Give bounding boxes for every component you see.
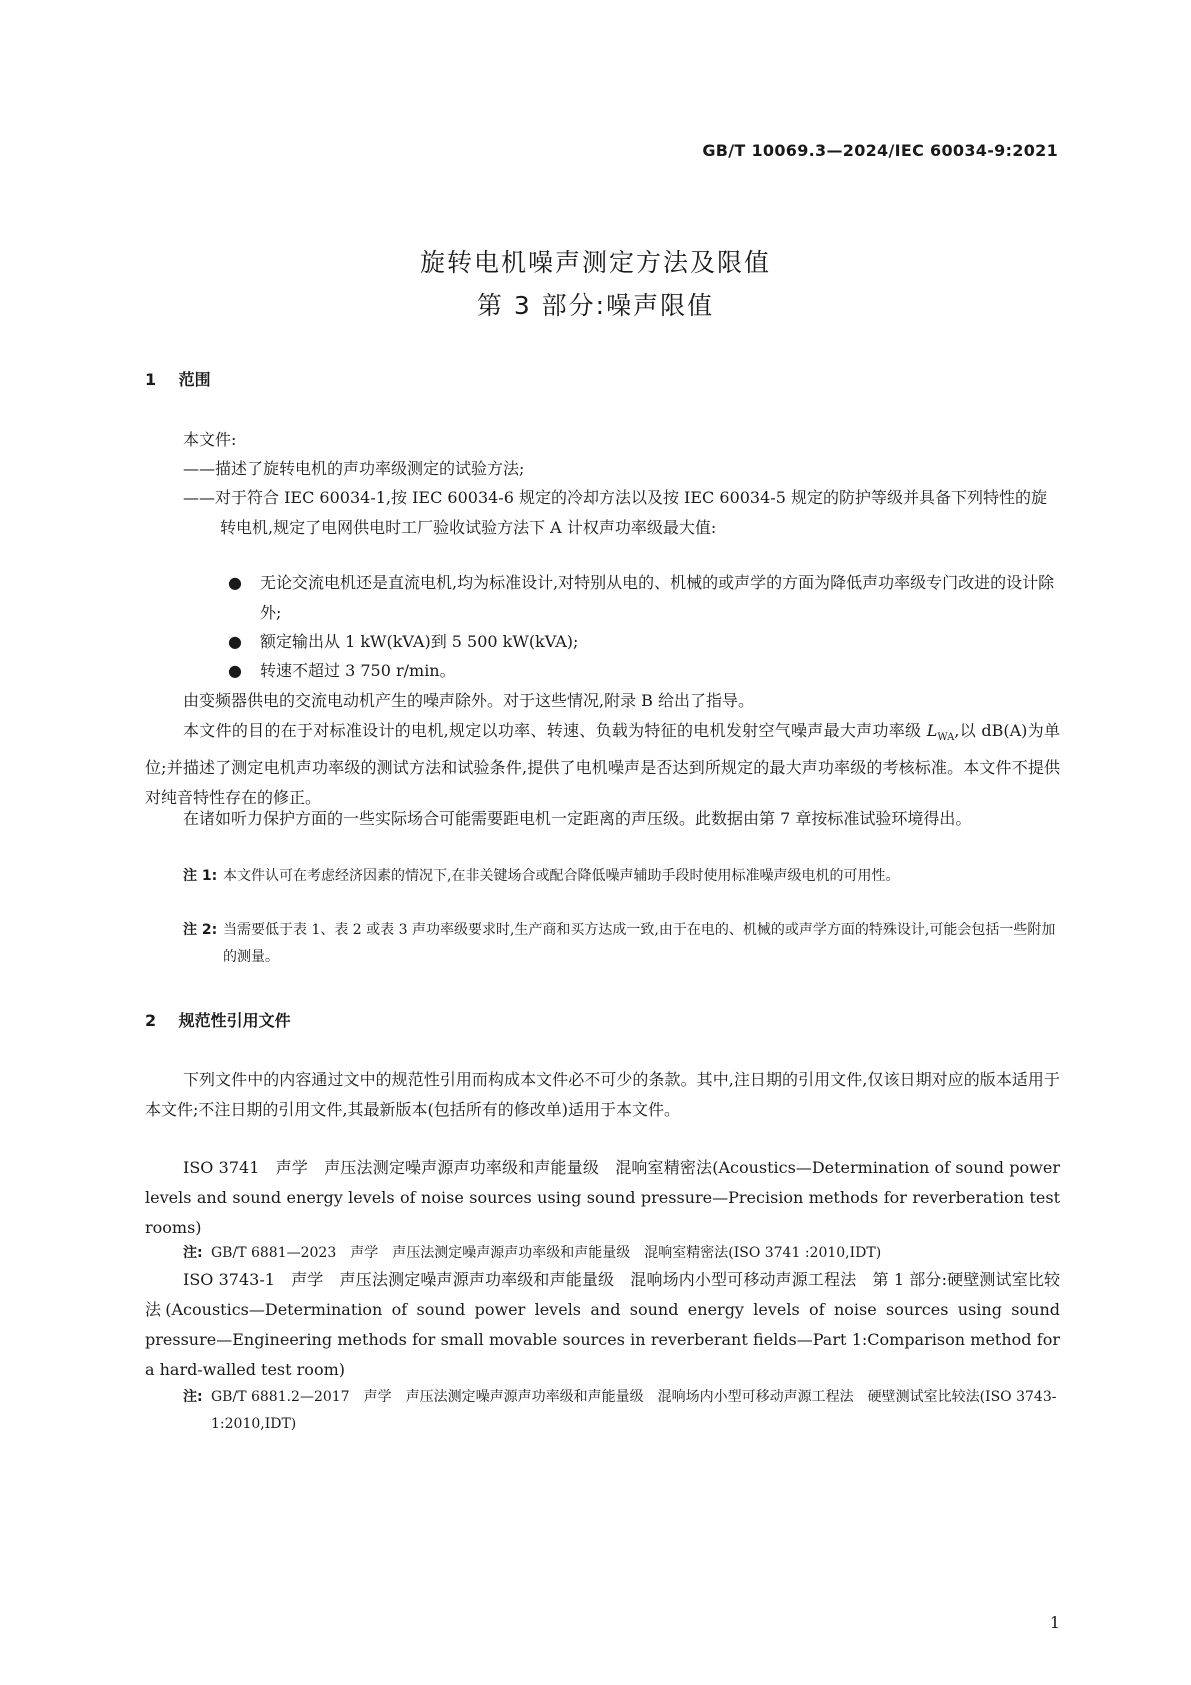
lwa-symbol: L — [926, 721, 938, 740]
scope-dash-item-2: ——对于符合 IEC 60034-1,按 IEC 60034-6 规定的冷却方法以及按 IEC 60034-5 规定的防护等级并具备下列特性的旋转电机,规定了电网供电时工厂验收试验方法下 A 计权声功率级最大值: — [183, 488, 1047, 537]
bullet-icon: ● — [228, 661, 242, 680]
note-1 — [183, 863, 1060, 890]
note-text: GB/T 6881.2—2017 声学 声压法测定噪声源声功率级和声能量级 混响场内小型可移动声源工程法 硬壁测试室比较法(ISO 3743-1:2010,IDT) — [211, 1389, 1057, 1432]
page-number: 1 — [1049, 1613, 1060, 1632]
reference-iso-3741: ISO 3741 声学 声压法测定噪声源声功率级和声能量级 混响室精密法(Acoustics—Determination of sound power levels and sound energy levels of noise sources using sound pressure—Precision methods for reverberation test rooms) — [145, 1158, 1060, 1237]
bullet-text: 转速不超过 3 750 r/min。 — [260, 661, 456, 680]
list-item — [220, 568, 1060, 628]
section-title: 范围 — [178, 370, 211, 389]
section-title: 规范性引用文件 — [178, 1011, 291, 1030]
bullet-text: 额定输出从 1 kW(kVA)到 5 500 kW(kVA); — [260, 632, 579, 651]
section-number: 1 — [145, 370, 157, 389]
section-number: 2 — [145, 1011, 157, 1030]
bullet-icon: ● — [228, 573, 242, 592]
purpose-text-a: 本文件的目的在于对标准设计的电机,规定以功率、转速、负载为特征的电机发射空气噪声最大声功率级 — [183, 721, 927, 740]
list-item — [220, 656, 1060, 686]
purpose-paragraph — [145, 716, 1060, 813]
note-label: 注 2: — [183, 922, 218, 938]
note-2 — [183, 917, 1060, 971]
purpose-text-b: ,以 dB(A)为单位;并描述了测定电机声功率级的测试方法和试验条件,提供了电机噪声是否达到所规定的最大声功率级的考核标准。本文件不提供对纯音特性存在的修正。 — [145, 721, 1060, 808]
bullet-text: 无论交流电机还是直流电机,均为标准设计,对特别从电的、机械的或声学的方面为降低声功率级专门改进的设计除外; — [260, 573, 1055, 622]
note-text: GB/T 6881—2023 声学 声压法测定噪声源声功率级和声能量级 混响室精密法(ISO 3741 :2010,IDT) — [211, 1245, 882, 1261]
note-label: 注: — [183, 1389, 203, 1405]
note-label: 注: — [183, 1245, 203, 1261]
reference-iso-3743-1: ISO 3743-1 声学 声压法测定噪声源声功率级和声能量级 混响场内小型可移动声源工程法 第 1 部分:硬壁测试室比较法(Acoustics—Determination of sound power levels and sound energy levels of noise sources using sound pressure—Engineering methods for small movable sources in reverberant fields—Part 1:Comparison method for a hard-walled test room) — [145, 1270, 1060, 1379]
bullet-icon: ● — [228, 632, 242, 651]
note-label: 注 1: — [183, 868, 218, 884]
document-title-line1: 旋转电机噪声测定方法及限值 — [419, 248, 771, 277]
reference-note-2 — [183, 1384, 1060, 1438]
section-1-heading — [145, 367, 211, 390]
list-item — [220, 627, 1060, 657]
practical-paragraph: 在诸如听力保护方面的一些实际场合可能需要距电机一定距离的声压级。此数据由第 7 章按标准试验环境得出。 — [183, 809, 972, 828]
scope-dash-item-1: ——描述了旋转电机的声功率级测定的试验方法; — [183, 459, 525, 478]
normative-intro-paragraph: 下列文件中的内容通过文中的规范性引用而构成本文件必不可少的条款。其中,注日期的引用文件,仅该日期对应的版本适用于本文件;不注日期的引用文件,其最新版本(包括所有的修改单)适用于本文件。 — [145, 1070, 1060, 1119]
exclusion-paragraph: 由变频器供电的交流电动机产生的噪声除外。对于这些情况,附录 B 给出了指导。 — [183, 691, 755, 710]
lwa-subscript: WA — [937, 732, 955, 744]
scope-intro: 本文件: — [183, 430, 237, 449]
standard-number-header: GB/T 10069.3—2024/IEC 60034-9:2021 — [702, 141, 1058, 160]
section-2-heading — [145, 1008, 291, 1031]
document-title-line2: 第 3 部分:噪声限值 — [476, 291, 715, 320]
reference-note-1 — [183, 1240, 1060, 1267]
note-text: 本文件认可在考虑经济因素的情况下,在非关键场合或配合降低噪声辅助手段时使用标准噪声级电机的可用性。 — [223, 868, 900, 884]
note-text: 当需要低于表 1、表 2 或表 3 声功率级要求时,生产商和买方达成一致,由于在电的、机械的或声学方面的特殊设计,可能会包括一些附加的测量。 — [223, 922, 1056, 965]
